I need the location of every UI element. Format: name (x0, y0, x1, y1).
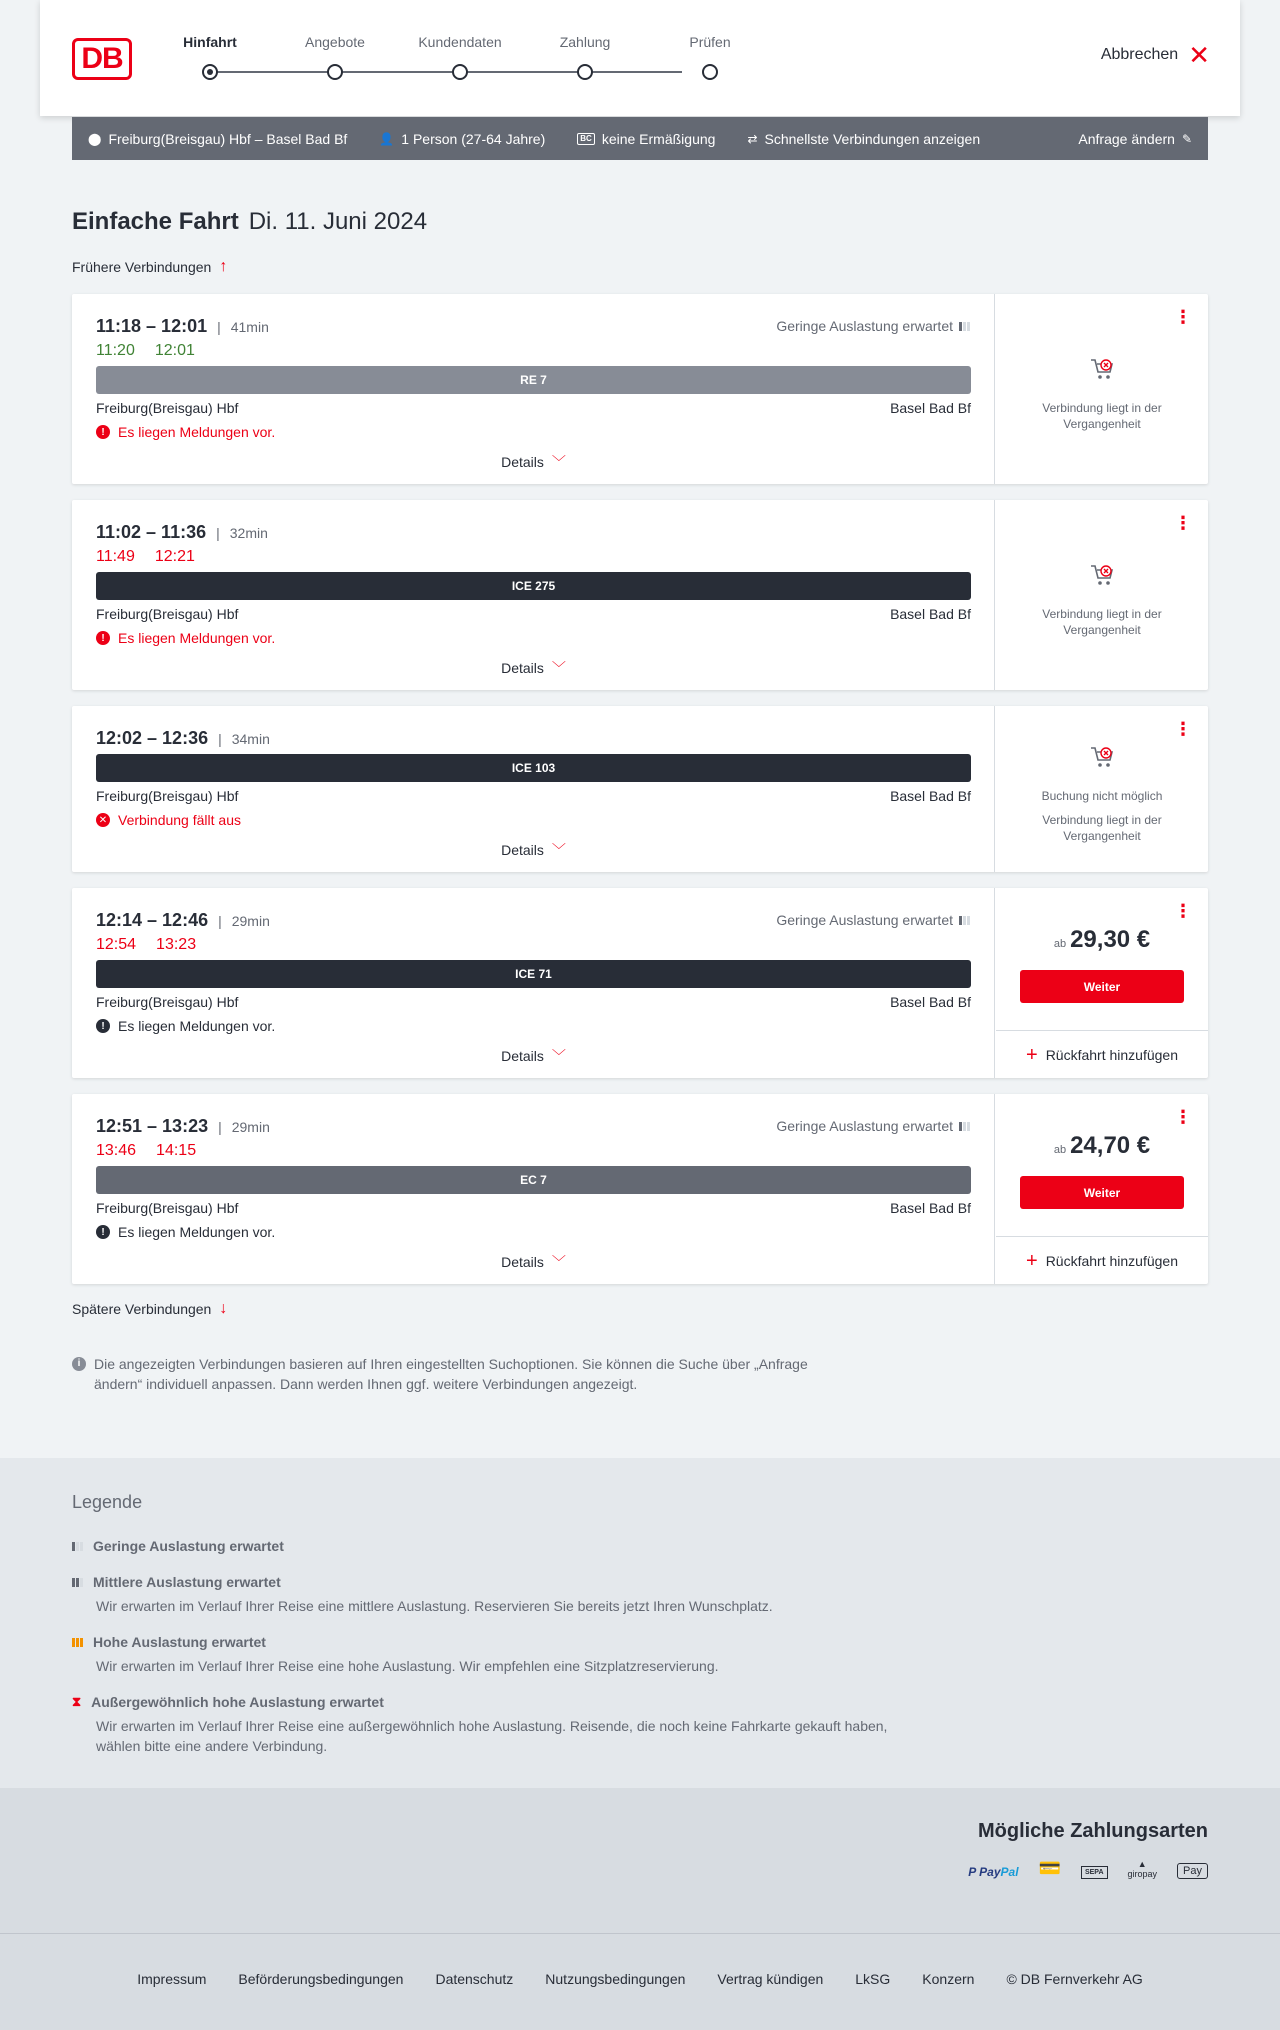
train-bar: ICE 103 (96, 754, 971, 782)
stations: Freiburg(Breisgau) Hbf Basel Bad Bf (96, 1200, 971, 1216)
footer-link-datenschutz[interactable]: Datenschutz (435, 1971, 514, 1987)
fastest-connections-toggle[interactable]: ⇄ Schnellste Verbindungen anzeigen (747, 130, 981, 147)
connection-card[interactable] (72, 888, 1208, 1078)
footer-link-impressum[interactable]: Impressum (137, 1971, 207, 1987)
legend (0, 1458, 1280, 1788)
connection-times: 12:51 – 13:23 | 29min (96, 1116, 270, 1136)
footer-link-lksg[interactable]: LkSG (855, 1971, 891, 1987)
footer-link-befoerderungsbedingungen[interactable]: Beförderungsbedingungen (238, 1971, 404, 1987)
stations: Freiburg(Breisgau) Hbf Basel Bad Bf (96, 994, 971, 1010)
travel-date: Di. 11. Juni 2024 (248, 208, 428, 235)
details-toggle[interactable]: Details ﹀ (501, 1254, 566, 1270)
plus-icon: + (1026, 1043, 1038, 1066)
chevron-down-icon: ﹀ (551, 660, 566, 676)
connection-main (72, 500, 995, 690)
sepa-icon: SEPA (1081, 1866, 1108, 1879)
footer-nav (0, 1971, 1280, 1987)
cancel-circle-icon: ✕ (96, 813, 110, 827)
cancellation-notice: ✕ Verbindung fällt aus (96, 812, 241, 828)
chevron-down-icon: ﹀ (551, 1254, 566, 1270)
passenger-summary: 👤 1 Person (27-64 Jahre) (379, 130, 546, 147)
utilization-medium-icon (72, 1578, 83, 1587)
step-dot (327, 64, 343, 80)
payment-title: Mögliche Zahlungsarten (977, 1820, 1208, 1842)
swap-icon: ⇄ (747, 131, 758, 146)
more-options-icon[interactable]: ⋮ (1174, 513, 1192, 533)
legend-item-exceptional: ⧗ Außergewöhnlich hohe Auslastung erwartet Wir erwarten im Verlauf Ihrer Reise eine außergewöhnlich hohe Auslastung. Reisende, die noch keine Fahrkarte gekauft haben, wählen bitte eine andere Verbindung. (72, 1694, 888, 1754)
header (40, 0, 1240, 116)
message-notice: ! Es liegen Meldungen vor. (96, 424, 275, 440)
connection-card[interactable] (72, 706, 1208, 872)
message-notice: ! Es liegen Meldungen vor. (96, 1018, 275, 1034)
more-options-icon[interactable]: ⋮ (1174, 901, 1192, 921)
search-summary-bar (72, 117, 1208, 160)
realtime-times: 11:49 12:21 (96, 548, 195, 565)
arrow-up-icon: ↑ (219, 258, 228, 275)
train-bar: ICE 71 (96, 960, 971, 988)
chevron-down-icon: ﹀ (551, 454, 566, 470)
info-icon: i (72, 1357, 86, 1371)
connection-times: 11:02 – 11:36 | 32min (96, 522, 268, 542)
alert-icon: ! (96, 425, 110, 439)
details-toggle[interactable]: Details ﹀ (501, 842, 566, 858)
price: ab 24,70 € (1053, 1132, 1151, 1159)
connection-main (72, 294, 995, 484)
payment-icons (968, 1858, 1208, 1879)
close-icon: ✕ (1188, 40, 1210, 70)
continue-button[interactable]: Weiter (1020, 970, 1184, 1003)
connection-side (996, 888, 1208, 1078)
price: ab 29,30 € (1053, 926, 1151, 953)
cancel-button[interactable]: Abbrechen ✕ (1100, 40, 1210, 70)
train-bar: RE 7 (96, 366, 971, 394)
stations: Freiburg(Breisgau) Hbf Basel Bad Bf (96, 788, 971, 804)
footer-link-nutzungsbedingungen[interactable]: Nutzungsbedingungen (545, 1971, 686, 1987)
step-zahlung: Zahlung (525, 34, 645, 80)
more-options-icon[interactable]: ⋮ (1174, 1107, 1192, 1127)
past-connection-text: Verbindung liegt in der Vergangenheit (1042, 607, 1162, 637)
discount-summary: BC keine Ermäßigung (577, 131, 715, 147)
legend-title: Legende (72, 1492, 143, 1512)
route-summary: ⬤ Freiburg(Breisgau) Hbf – Basel Bad Bf (88, 130, 348, 147)
connection-side (996, 500, 1208, 690)
page-title: Einfache Fahrt Di. 11. Juni 2024 (72, 208, 428, 235)
step-angebote: Angebote (275, 34, 395, 80)
paypal-icon: P PayPal (968, 1865, 1019, 1879)
past-connection-text: Verbindung liegt in der Vergangenheit (1042, 813, 1162, 843)
payment-methods (0, 1788, 1280, 1933)
step-hinfahrt[interactable]: Hinfahrt (150, 34, 270, 80)
legend-item-high: Hohe Auslastung erwartet Wir erwarten im Verlauf Ihrer Reise eine hohe Auslastung. Wir empfehlen eine Sitzplatzreservierung. (72, 1634, 892, 1676)
footer-link-konzern[interactable]: Konzern (922, 1971, 975, 1987)
info-note: i Die angezeigten Verbindungen basieren auf Ihren eingestellten Suchoptionen. Sie können die Suche über „Anfrage ändern“ individuell anpassen. Dann werden Ihnen ggf. weitere Verbindungen angezeigt. (72, 1354, 852, 1394)
utilization-exceptional-icon: ⧗ (72, 1694, 82, 1709)
step-dot (202, 64, 218, 80)
utilization-high-icon (72, 1638, 83, 1647)
chevron-down-icon: ﹀ (551, 842, 566, 858)
connection-side (996, 294, 1208, 484)
message-notice: ! Es liegen Meldungen vor. (96, 630, 275, 646)
step-dot (452, 64, 468, 80)
step-dot (577, 64, 593, 80)
connection-card[interactable] (72, 1094, 1208, 1284)
past-connection-text: Verbindung liegt in der Vergangenheit (1042, 401, 1162, 431)
continue-button[interactable]: Weiter (1020, 1176, 1184, 1209)
connection-main (72, 888, 995, 1078)
footer (0, 1933, 1280, 2030)
db-logo[interactable]: DB (72, 38, 132, 80)
chevron-down-icon: ﹀ (551, 1048, 566, 1064)
arrow-down-icon: ↓ (219, 1300, 228, 1317)
cart-unavailable-icon (1089, 744, 1115, 770)
cart-unavailable-icon (1089, 356, 1115, 382)
change-search-button[interactable]: Anfrage ändern ✎ (1078, 130, 1192, 147)
utilization-indicator: Geringe Auslastung erwartet (776, 912, 970, 928)
connection-side (996, 706, 1208, 872)
cart-unavailable-icon (1089, 562, 1115, 588)
utilization-indicator: Geringe Auslastung erwartet (776, 1118, 970, 1134)
utilization-low-icon (72, 1542, 83, 1551)
alert-icon: ! (96, 1019, 110, 1033)
credit-card-icon: 💳 (1038, 1858, 1061, 1878)
location-pin-icon: ⬤ (88, 131, 102, 146)
legend-item-medium: Mittlere Auslastung erwartet Wir erwarten im Verlauf Ihrer Reise eine mittlere Auslastung. Reservieren Sie bereits jetzt Ihren Wunschplatz. (72, 1574, 892, 1616)
step-pruefen: Prüfen (650, 34, 770, 80)
stations: Freiburg(Breisgau) Hbf Basel Bad Bf (96, 400, 971, 416)
step-kundendaten: Kundendaten (400, 34, 520, 80)
person-icon: 👤 (379, 131, 395, 146)
connection-main (72, 706, 995, 872)
giropay-icon: ▲ giropay (1127, 1859, 1158, 1879)
later-connections-link[interactable]: Spätere Verbindungen ↓ (72, 1300, 228, 1317)
stations: Freiburg(Breisgau) Hbf Basel Bad Bf (96, 606, 971, 622)
message-notice: ! Es liegen Meldungen vor. (96, 1224, 275, 1240)
utilization-low-icon (959, 1122, 970, 1131)
footer-link-vertrag-kuendigen[interactable]: Vertrag kündigen (717, 1971, 824, 1987)
utilization-low-icon (959, 916, 970, 925)
step-dot (702, 64, 718, 80)
connection-times: 11:18 – 12:01 | 41min (96, 316, 269, 336)
apple-pay-icon: Pay (1177, 1863, 1208, 1879)
alert-icon: ! (96, 1225, 110, 1239)
more-options-icon[interactable]: ⋮ (1174, 307, 1192, 327)
train-bar: ICE 275 (96, 572, 971, 600)
details-toggle[interactable]: Details ﹀ (501, 1048, 566, 1064)
footer-copyright: © DB Fernverkehr AG (1006, 1971, 1143, 1987)
utilization-low-icon (959, 322, 970, 331)
connection-times: 12:14 – 12:46 | 29min (96, 910, 270, 930)
add-return-trip-button[interactable]: + Rückfahrt hinzufügen (996, 1236, 1208, 1284)
realtime-times: 13:46 14:15 (96, 1142, 197, 1159)
plus-icon: + (1026, 1249, 1038, 1272)
earlier-connections-link[interactable]: Frühere Verbindungen ↑ (72, 258, 228, 275)
alert-icon: ! (96, 631, 110, 645)
realtime-times: 12:54 13:23 (96, 936, 197, 953)
train-bar: EC 7 (96, 1166, 971, 1194)
realtime-times: 11:20 12:01 (96, 342, 195, 359)
connection-card[interactable] (72, 500, 1208, 690)
connection-times: 12:02 – 12:36 | 34min (96, 728, 270, 748)
details-toggle[interactable]: Details ﹀ (501, 660, 566, 676)
more-options-icon[interactable]: ⋮ (1174, 719, 1192, 739)
utilization-indicator: Geringe Auslastung erwartet (776, 318, 970, 334)
details-toggle[interactable]: Details ﹀ (501, 454, 566, 470)
legend-item-low: Geringe Auslastung erwartet (72, 1538, 892, 1554)
connection-side (996, 1094, 1208, 1284)
bahncard-icon: BC (577, 133, 595, 145)
progress-steps (180, 34, 731, 84)
booking-unavailable-text: Buchung nicht möglich (1041, 789, 1163, 803)
connection-card[interactable] (72, 294, 1208, 484)
connection-main (72, 1094, 995, 1284)
pencil-icon: ✎ (1181, 131, 1192, 146)
add-return-trip-button[interactable]: + Rückfahrt hinzufügen (996, 1030, 1208, 1078)
